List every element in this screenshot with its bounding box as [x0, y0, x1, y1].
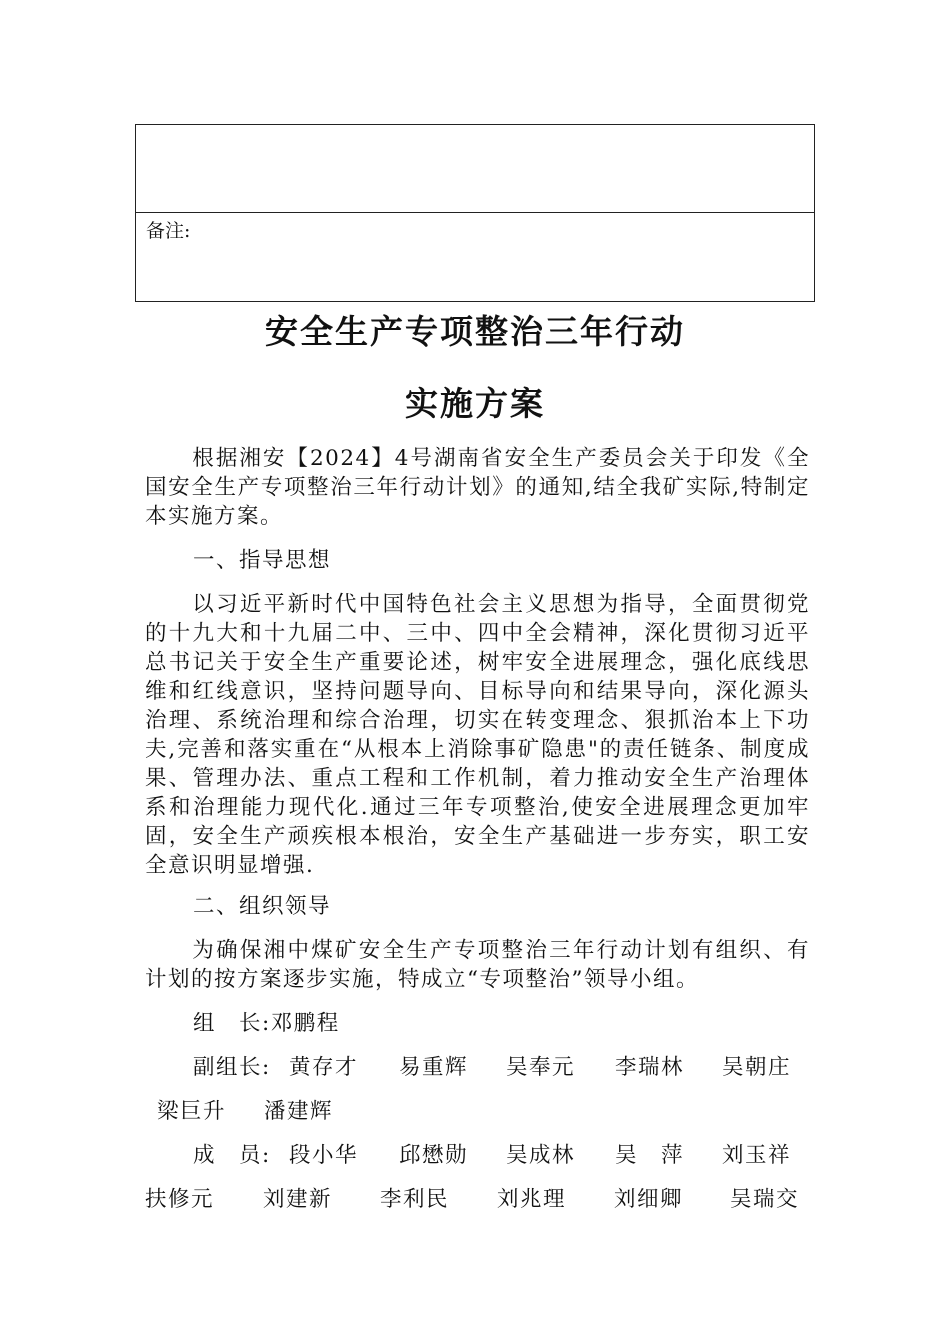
- member-name: 吴瑞交: [730, 1187, 800, 1212]
- deputy-name: 潘建辉: [264, 1099, 334, 1124]
- deputies-line1: [193, 1053, 791, 1082]
- member-name: 刘兆理: [497, 1187, 567, 1212]
- deputies-line2: [157, 1097, 333, 1126]
- leader-name: 邓鹏程: [270, 1011, 340, 1036]
- deputy-name: 吴奉元: [506, 1055, 576, 1080]
- section2-heading: 二、组织领导: [193, 894, 332, 919]
- member-name: 刘建新: [263, 1187, 333, 1212]
- leader-label: 组 长:: [193, 1011, 271, 1036]
- deputy-name: 李瑞林: [615, 1055, 685, 1080]
- document-title-line1: 安全生产专项整治三年行动: [265, 312, 685, 351]
- deputy-name: 梁巨升: [157, 1099, 227, 1124]
- member-name: 吴成林: [506, 1143, 576, 1168]
- deputy-name: 易重辉: [399, 1055, 469, 1080]
- leader-line: [193, 1009, 340, 1038]
- member-name: 刘玉祥: [722, 1143, 792, 1168]
- intro-paragraph: 根据湘安【2024】4号湖南省安全生产委员会关于印发《全国安全生产专项整治三年行动计划》的通知,结全我矿实际,特制定本实施方案。: [145, 446, 810, 529]
- member-name: 邱懋勋: [399, 1143, 469, 1168]
- deputy-name: 吴朝庄: [722, 1055, 792, 1080]
- section1-body: 以习近平新时代中国特色社会主义思想为指导，全面贯彻党的十九大和十九届二中、三中、四中全会精神，深化贯彻习近平总书记关于安全生产重要论述，树牢安全进展理念，强化底线思维和红线意识，坚持问题导向、目标导向和结果导向，深化源头治理、系统治理和综合治理，切实在转变理念、狠抓治本上下功夫,完善和落实重在“从根本上消除事矿隐患"的责任链条、制度成果、管理办法、重点工程和工作机制，着力推动安全生产治理体系和治理能力现代化.通过三年专项整治,使安全进展理念更加牢固，安全生产顽疾根本根治，安全生产基础进一步夯实，职工安全意识明显增强.: [145, 592, 810, 878]
- member-name: 段小华: [289, 1143, 359, 1168]
- members-label: 成 员:: [193, 1143, 271, 1168]
- members-line1: [193, 1141, 791, 1170]
- remark-table-notes-row: [136, 213, 814, 301]
- member-name: 扶修元: [145, 1187, 215, 1212]
- deputy-label: 副组长:: [193, 1055, 271, 1080]
- members-line2: [145, 1185, 799, 1214]
- deputy-name: 黄存才: [289, 1055, 359, 1080]
- section1-heading: 一、指导思想: [193, 548, 332, 573]
- document-title-line2: 实施方案: [405, 384, 545, 423]
- section2-body: 为确保湘中煤矿安全生产专项整治三年行动计划有组织、有计划的按方案逐步实施，特成立“专项整治”领导小组。: [145, 938, 810, 992]
- member-name: 刘细卿: [614, 1187, 684, 1212]
- member-name: 吴 萍: [615, 1143, 685, 1168]
- remark-table: [135, 124, 815, 302]
- remark-table-empty-row: [136, 125, 814, 213]
- remark-label: 备注:: [146, 220, 191, 242]
- member-name: 李利民: [380, 1187, 450, 1212]
